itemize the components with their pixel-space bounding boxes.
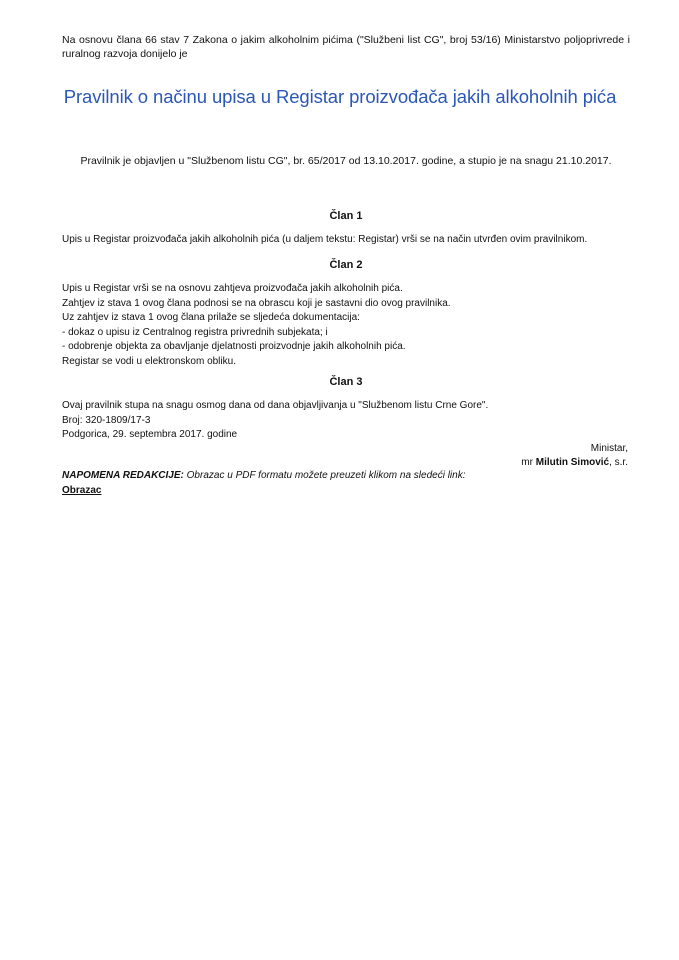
article-3-line: Ovaj pravilnik stupa na snagu osmog dana od dana objavljivanja u "Službenom listu Crne Gore". [62,400,489,411]
publication-note: Pravilnik je objavljen u "Službenom listu CG", br. 65/2017 od 13.10.2017. godine, a stupio je na snagu 21.10.2017. [80,155,612,167]
article-3-line: Broj: 320-1809/17-3 [62,414,151,426]
article-2-line: - dokaz o upisu iz Centralnog registra privrednih subjekata; i [62,326,328,338]
form-download-link[interactable]: Obrazac [62,485,102,496]
article-1-line: Upis u Registar proizvođača jakih alkoholnih pića (u daljem tekstu: Registar) vrši se na način utvrđen ovim pravilnikom. [62,234,588,245]
article-2-line: - odobrenje objekta za obavljanje djelatnosti proizvodnje jakih alkoholnih pića. [62,341,406,352]
article-3-heading: Član 3 [329,376,363,388]
preamble-text: Na osnovu člana 66 stav 7 Zakona o jakim alkoholnim pićima ("Službeni list CG", broj 53/16) Ministarstvo poljoprivrede i ruralnog razvoja donijelo je [62,34,630,60]
article-3-body [62,399,630,443]
article-1-body [62,233,630,248]
signature-suffix: , s.r. [609,457,628,468]
article-2-body [62,282,630,369]
document-title: Pravilnik o načinu upisa u Registar proizvođača jakih alkoholnih pića [63,86,617,107]
editorial-note [62,470,630,481]
article-3-line: Podgorica, 29. septembra 2017. godine [62,429,238,440]
editorial-note-text: Obrazac u PDF formatu možete preuzeti klikom na sledeći link: [183,470,466,481]
article-2-line: Registar se vodi u elektronskom obliku. [62,355,236,367]
article-2-line: Uz zahtjev iz stava 1 ovog člana prilaže se sljedeća dokumentacija: [62,312,360,323]
article-2-line: Upis u Registar vrši se na osnovu zahtjeva proizvođača jakih alkoholnih pića. [62,283,403,294]
signature-role: Ministar, [590,443,628,454]
article-2-heading: Član 2 [329,259,363,271]
article-1-heading: Član 1 [329,210,363,222]
signature-name: Milutin Simović [535,457,610,468]
editorial-note-label: NAPOMENA REDAKCIJE: [62,470,184,481]
signature-line [400,457,628,468]
signature-prefix: mr [521,457,536,468]
article-2-line: Zahtjev iz stava 1 ovog člana podnosi se na obrascu koji je sastavni dio ovog pravilnika. [62,297,451,309]
